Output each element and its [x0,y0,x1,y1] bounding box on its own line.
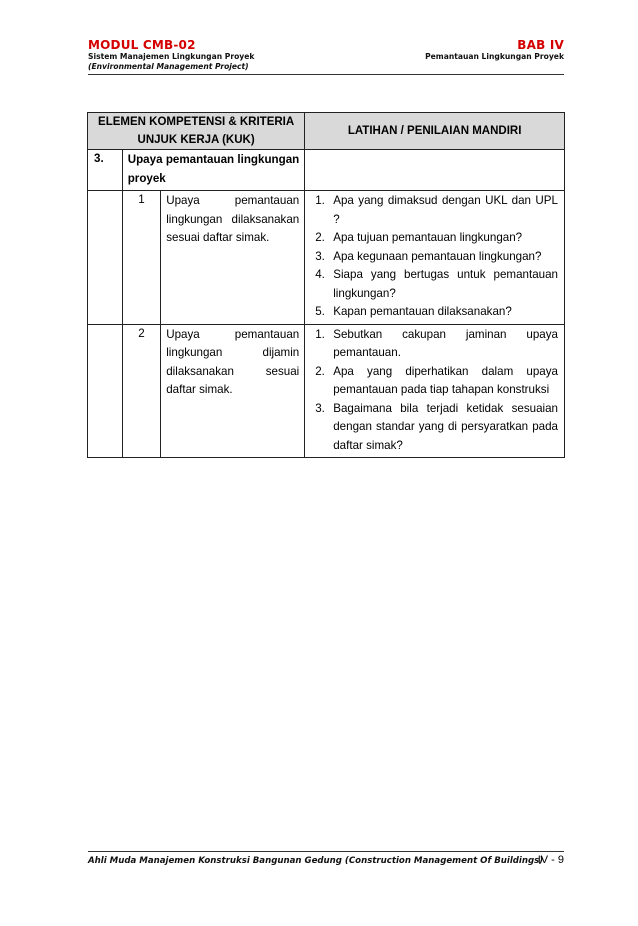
element-empty-cell [305,150,565,191]
element-title: Upaya pemantauan lingkungan proyek [122,150,305,191]
blank-cell [88,191,123,325]
list-item: 4. Siapa yang bertugas untuk pemantauan lingkungan? [315,268,558,300]
question-list [315,192,558,322]
competency-table [87,112,565,458]
col-header-exercise: LATIHAN / PENILAIAN MANDIRI [305,113,565,150]
question-list-cell [305,191,565,325]
header-divider [88,74,564,75]
chapter-label: BAB IV [517,38,564,52]
list-item: 2. Apa tujuan pemantauan lingkungan? [315,231,523,244]
list-item: 3. Apa kegunaan pemantauan lingkungan? [315,249,542,263]
table-header-row [88,113,565,150]
module-subtitle-en: (Environmental Management Project) [88,62,249,71]
module-title: MODUL CMB-02 [88,38,196,52]
criteria-number: 1 [122,191,161,325]
question-list [315,326,558,456]
list-item: 1. Apa yang dimaksud dengan UKL dan UPL ? [315,194,558,226]
criteria-number: 2 [122,324,161,458]
footer-text: Ahli Muda Manajemen Konstruksi Bangunan Gedung (Construction Management Of Buildings) [88,856,544,866]
element-row [88,150,565,191]
blank-cell [88,324,123,458]
col-header-kuk: ELEMEN KOMPETENSI & KRITERIA UNJUK KERJA (KUK) [88,113,305,150]
list-item: 2. Apa yang diperhatikan dalam upaya pemantauan pada tiap tahapan konstruksi [315,364,558,396]
page-number: IV - 9 [537,854,564,866]
criteria-text: Upaya pemantauan lingkungan dijamin dilaksanakan sesuai daftar simak. [161,324,305,458]
header-left [88,38,254,72]
question-list-cell [305,324,565,458]
list-item: 5. Kapan pemantauan dilaksanakan? [315,305,512,318]
criteria-row [88,324,565,458]
list-item: 3. Bagaimana bila terjadi ketidak sesuaian dengan standar yang di persyaratkan pada daftar simak? [315,401,558,452]
header-right [425,38,564,62]
criteria-text: Upaya pemantauan lingkungan dilaksanakan sesuai daftar simak. [161,191,305,325]
chapter-title: Pemantauan Lingkungan Proyek [425,52,564,61]
criteria-row [88,191,565,325]
list-item: 1. Sebutkan cakupan jaminan upaya pemantauan. [315,327,558,359]
element-number: 3. [88,150,123,191]
module-subtitle: Sistem Manajemen Lingkungan Proyek [88,52,255,61]
footer-divider [88,851,564,852]
